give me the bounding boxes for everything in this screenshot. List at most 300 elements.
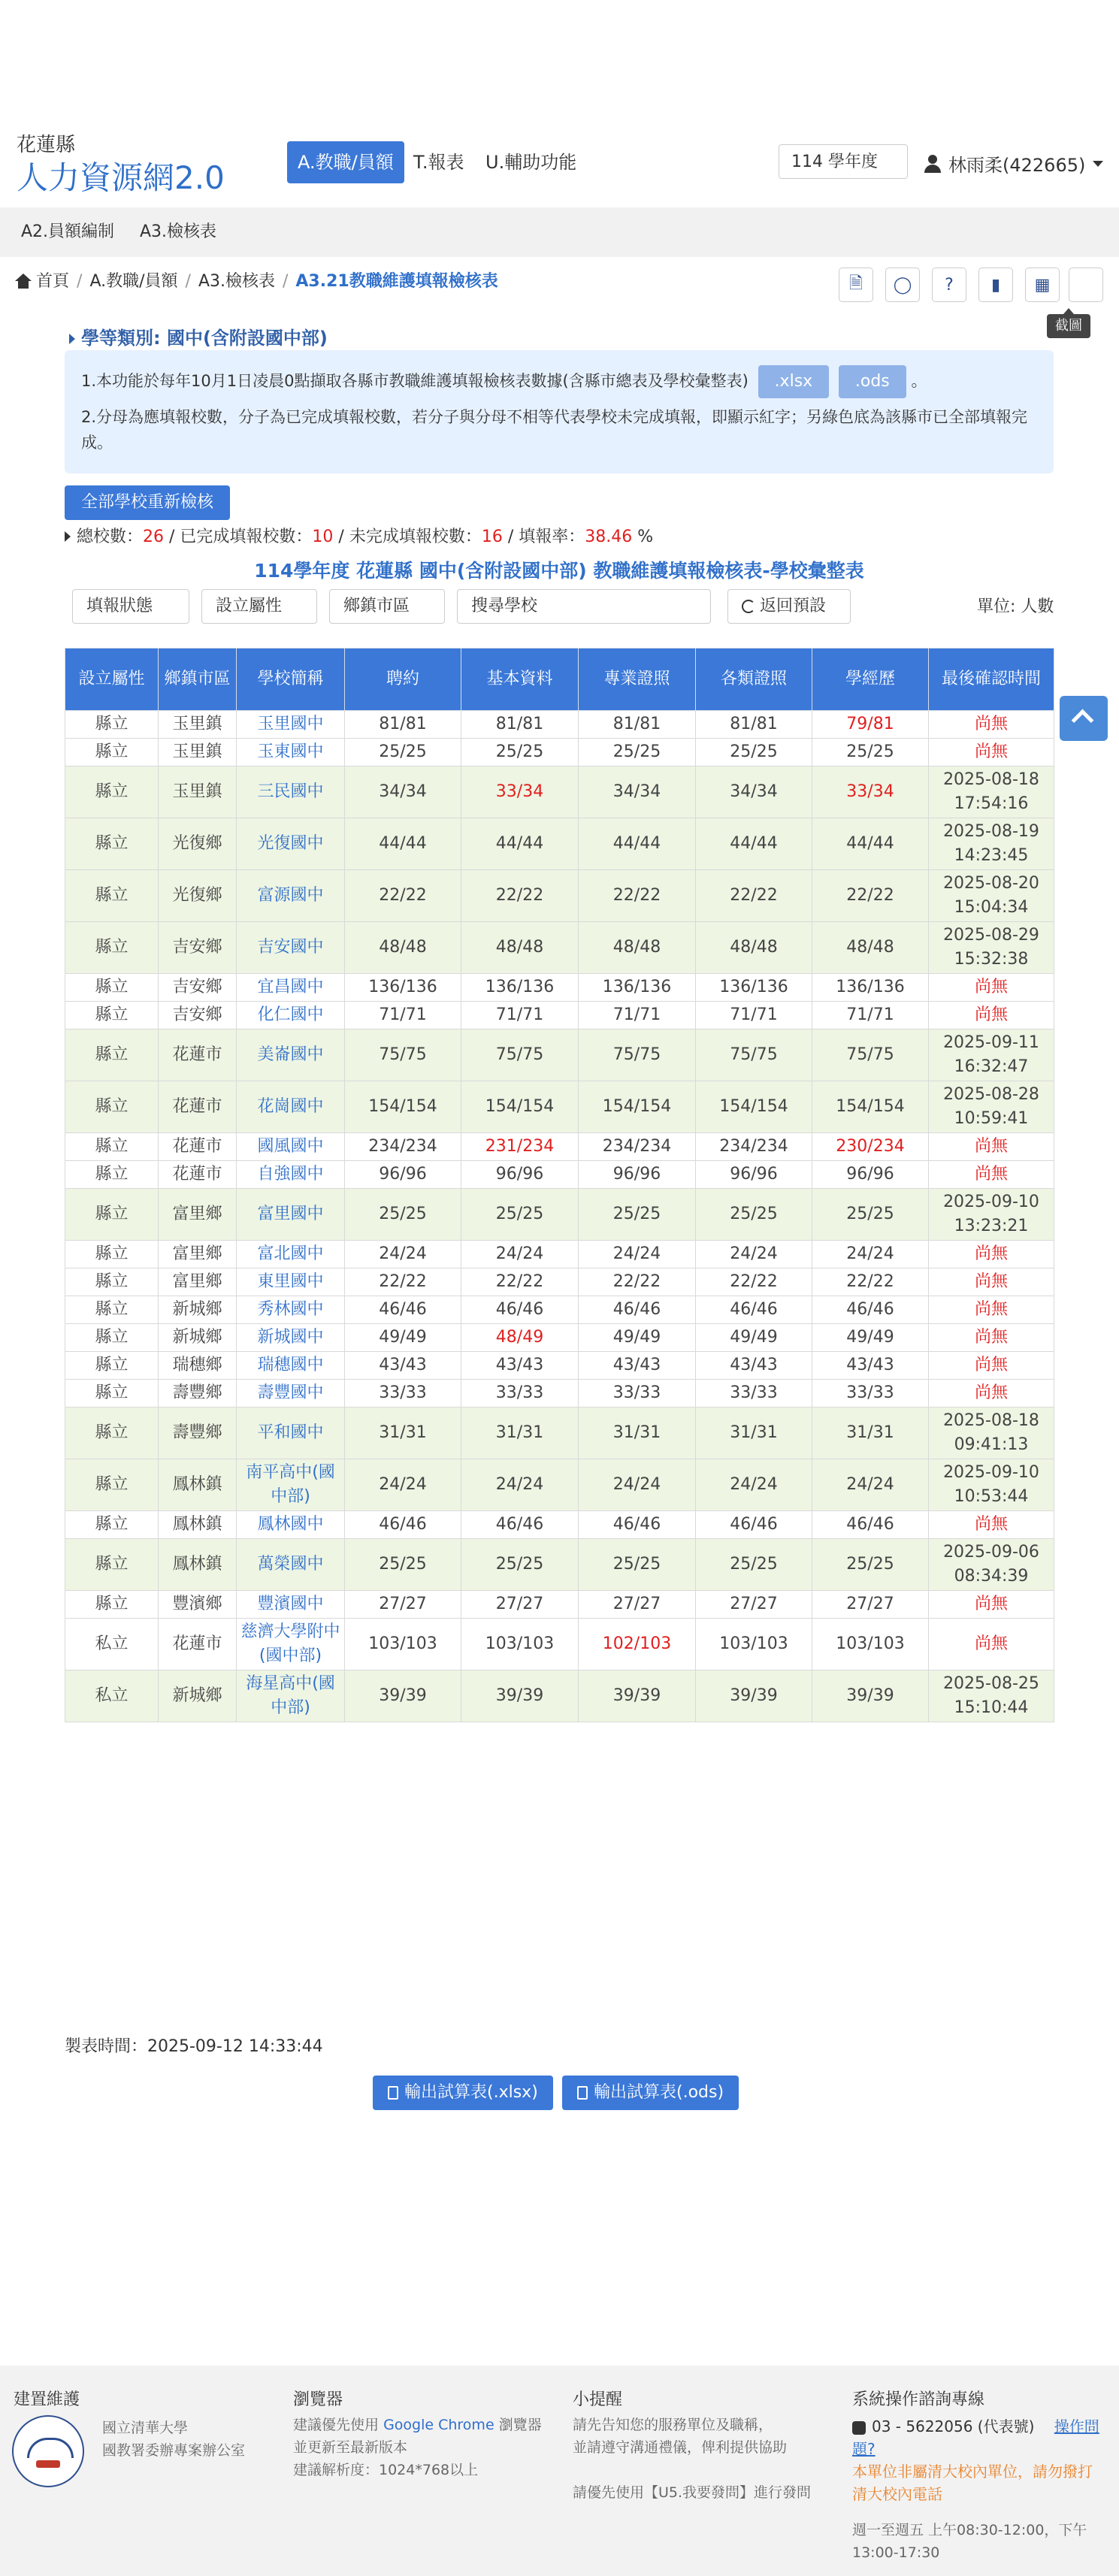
cell-school-link[interactable]: 鳳林國中 (237, 1511, 345, 1539)
cell-school-link[interactable]: 秀林國中 (237, 1296, 345, 1324)
cell-count: 46/46 (345, 1511, 461, 1539)
cell-count: 154/154 (345, 1081, 461, 1133)
table-row (65, 1161, 1054, 1189)
footer-build-org2: 國教署委辦專案辦公室 (102, 2442, 246, 2459)
cell-count: 43/43 (461, 1352, 579, 1380)
user-menu[interactable] (924, 150, 1103, 177)
cell-count: 24/24 (696, 1241, 812, 1268)
breadcrumb-checklist[interactable]: A3.檢核表 (198, 272, 275, 291)
notice-line-1 (81, 365, 1037, 398)
cell-count: 71/71 (696, 1002, 812, 1029)
cell-count: 24/24 (461, 1241, 579, 1268)
caret-right-icon (69, 334, 75, 344)
cell-count: 33/34 (812, 766, 929, 818)
cell-school-link[interactable]: 瑞穗國中 (237, 1352, 345, 1380)
cell-attr: 縣立 (65, 1511, 159, 1539)
cell-count: 25/25 (461, 739, 579, 766)
cell-attr: 縣立 (65, 1352, 159, 1380)
comment-icon: ◯ (893, 275, 912, 295)
film-icon: ▦ (1034, 275, 1051, 295)
user-name: 林雨柔(422665) (948, 155, 1086, 176)
screenshot-button[interactable] (1069, 268, 1103, 302)
cell-count: 46/46 (696, 1296, 812, 1324)
cell-attr: 縣立 (65, 1133, 159, 1161)
cell-count: 44/44 (461, 818, 579, 870)
footer-browser-3: 建議解析度：1024*768以上 (293, 2462, 479, 2478)
cell-count: 49/49 (812, 1324, 929, 1352)
cell-count: 43/43 (696, 1352, 812, 1380)
cell-town: 富里鄉 (159, 1268, 237, 1296)
cell-school-link[interactable]: 宜昌國中 (237, 974, 345, 1002)
table-row (65, 1459, 1054, 1511)
home-icon (15, 274, 32, 290)
cell-last-confirm: 尚無 (929, 711, 1054, 739)
cell-count: 24/24 (579, 1459, 696, 1511)
table-row (65, 1029, 1054, 1081)
cell-count: 71/71 (345, 1002, 461, 1029)
breadcrumb (15, 267, 498, 297)
stats-undone: 16 (481, 528, 503, 546)
stats-line (65, 525, 653, 550)
column-header: 基本資料 (461, 649, 579, 711)
cell-school-link[interactable]: 富北國中 (237, 1241, 345, 1268)
stats-rate-label: / 填報率： (502, 528, 585, 546)
export-ods-label: 輸出試算表(.ods) (594, 2083, 724, 2102)
cell-attr: 縣立 (65, 818, 159, 870)
cell-attr: 縣立 (65, 1296, 159, 1324)
export-xlsx-label: 輸出試算表(.xlsx) (404, 2083, 538, 2102)
export-ods-button[interactable] (562, 2076, 739, 2110)
cell-count: 25/25 (345, 739, 461, 766)
cell-count: 71/71 (812, 1002, 929, 1029)
cell-count: 39/39 (579, 1670, 696, 1722)
cell-count: 22/22 (579, 1268, 696, 1296)
notice-box (65, 350, 1054, 473)
cell-town: 花蓮市 (159, 1133, 237, 1161)
phone-icon (852, 2421, 866, 2435)
cell-count: 24/24 (812, 1241, 929, 1268)
reset-button[interactable] (727, 589, 851, 624)
nav-tab-report[interactable]: T.報表 (413, 152, 464, 173)
cell-attr: 縣立 (65, 711, 159, 739)
cell-count: 75/75 (579, 1029, 696, 1081)
cell-town: 新城鄉 (159, 1296, 237, 1324)
chrome-link[interactable]: Google Chrome (383, 2417, 494, 2433)
cell-count: 25/25 (696, 739, 812, 766)
table-row (65, 1670, 1054, 1722)
column-header: 鄉鎮市區 (159, 649, 237, 711)
cell-count: 24/24 (696, 1459, 812, 1511)
footer-hours: 週一至週五 上午08:30-12:00，下午13:00-17:30 (852, 2522, 1087, 2561)
cell-count: 22/22 (579, 870, 696, 922)
footer-browser-1: 建議優先使用 (293, 2417, 380, 2433)
brand-county: 花蓮縣 (17, 134, 76, 156)
cell-count: 44/44 (812, 818, 929, 870)
notice-text-1: 1.本功能於每年10月1日凌晨0點擷取各縣市教職維護填報檢核表數據(含縣市總表及學校彙整表) (81, 372, 749, 390)
footer-tip-3: 請優先使用【U5.我要發問】進行發問 (573, 2484, 812, 2501)
stats-rate: 38.46 (585, 528, 633, 546)
cell-count: 46/46 (345, 1296, 461, 1324)
footer-warn-1: 本單位非屬清大校內單位，請勿撥打 (852, 2463, 1093, 2481)
film-button[interactable] (1025, 268, 1060, 302)
cell-town: 吉安鄉 (159, 974, 237, 1002)
cell-town: 富里鄉 (159, 1241, 237, 1268)
cell-count: 103/103 (696, 1619, 812, 1670)
export-xlsx-button[interactable] (373, 2076, 553, 2110)
cell-attr: 縣立 (65, 1241, 159, 1268)
footer-browser-title: 瀏覽器 (293, 2390, 343, 2409)
cell-count: 31/31 (812, 1407, 929, 1459)
cell-last-confirm: 2025-08-18 17:54:16 (929, 766, 1054, 818)
stats-total-label: 總校數： (77, 528, 144, 546)
cell-school-link[interactable]: 富源國中 (237, 870, 345, 922)
nav-tab-utility[interactable]: U.輔助功能 (485, 152, 577, 173)
footer-browser-1b: 瀏覽器 (498, 2417, 542, 2433)
cell-town: 玉里鎮 (159, 711, 237, 739)
cell-last-confirm: 2025-08-28 10:59:41 (929, 1081, 1054, 1133)
cell-count: 25/25 (812, 739, 929, 766)
cell-count: 48/48 (461, 922, 579, 974)
cell-count: 44/44 (579, 818, 696, 870)
cell-count: 39/39 (812, 1670, 929, 1722)
cell-count: 48/49 (461, 1324, 579, 1352)
recheck-all-button[interactable]: 全部學校重新檢核 (65, 485, 230, 520)
breadcrumb-separator: / (282, 272, 289, 291)
cell-school-link[interactable]: 東里國中 (237, 1268, 345, 1296)
make-time: 製表時間：2025-09-12 14:33:44 (65, 2037, 323, 2056)
column-header: 設立屬性 (65, 649, 159, 711)
town-filter[interactable]: 鄉鎮市區 (329, 589, 445, 624)
cell-count: 46/46 (461, 1511, 579, 1539)
cell-count: 75/75 (696, 1029, 812, 1081)
cell-count: 25/25 (579, 1539, 696, 1591)
cell-town: 瑞穗鄉 (159, 1352, 237, 1380)
document-icon: 🗎 (849, 274, 863, 293)
cell-count: 46/46 (579, 1296, 696, 1324)
cell-count: 230/234 (812, 1133, 929, 1161)
cell-count: 234/234 (579, 1133, 696, 1161)
cell-town: 玉里鎮 (159, 766, 237, 818)
table-row (65, 1511, 1054, 1539)
cell-count: 154/154 (696, 1081, 812, 1133)
cell-town: 光復鄉 (159, 870, 237, 922)
cell-count: 79/81 (812, 711, 929, 739)
cell-count: 24/24 (345, 1241, 461, 1268)
cell-count: 27/27 (812, 1591, 929, 1619)
cell-count: 48/48 (696, 922, 812, 974)
cell-school-link[interactable]: 海星高中(國中部) (237, 1670, 345, 1722)
table-title: 114學年度 花蓮縣 國中(含附設國中部) 教職維護填報檢核表-學校彙整表 (254, 560, 864, 582)
notice-text-1-end: 。 (911, 372, 927, 390)
cell-school-link[interactable]: 國風國中 (237, 1133, 345, 1161)
caret-right-icon (65, 531, 71, 542)
cell-school-link[interactable]: 萬榮國中 (237, 1539, 345, 1591)
attr-filter[interactable]: 設立屬性 (201, 589, 317, 624)
download-xlsx-button[interactable]: .xlsx (758, 365, 830, 398)
cell-school-link[interactable]: 富里國中 (237, 1189, 345, 1241)
cell-town: 光復鄉 (159, 818, 237, 870)
cell-count: 136/136 (461, 974, 579, 1002)
cell-count: 31/31 (579, 1407, 696, 1459)
breadcrumb-current: A3.21教職維護填報檢核表 (295, 272, 498, 291)
book-button[interactable] (978, 268, 1013, 302)
cell-school-link[interactable]: 自強國中 (237, 1161, 345, 1189)
cell-last-confirm: 尚無 (929, 974, 1054, 1002)
cell-count: 49/49 (696, 1324, 812, 1352)
cell-town: 新城鄉 (159, 1324, 237, 1352)
school-search-input[interactable]: 搜尋學校 (457, 589, 711, 624)
brand-title[interactable]: 人力資源網2.0 (17, 159, 225, 196)
cell-count: 25/25 (461, 1539, 579, 1591)
cell-count: 71/71 (579, 1002, 696, 1029)
book-icon: ▮ (990, 275, 1001, 295)
cell-count: 46/46 (579, 1511, 696, 1539)
cell-attr: 縣立 (65, 766, 159, 818)
cell-town: 玉里鎮 (159, 739, 237, 766)
cell-attr: 縣立 (65, 1459, 159, 1511)
table-row (65, 739, 1054, 766)
cell-count: 31/31 (345, 1407, 461, 1459)
cell-last-confirm: 尚無 (929, 1296, 1054, 1324)
cell-count: 34/34 (345, 766, 461, 818)
cell-school-link[interactable]: 三民國中 (237, 766, 345, 818)
download-ods-button[interactable]: .ods (839, 365, 906, 398)
cell-count: 48/48 (812, 922, 929, 974)
cell-last-confirm: 尚無 (929, 1161, 1054, 1189)
cell-count: 22/22 (812, 870, 929, 922)
cell-count: 34/34 (579, 766, 696, 818)
cell-last-confirm: 2025-08-19 14:23:45 (929, 818, 1054, 870)
year-select[interactable]: 114 學年度 (779, 144, 908, 179)
cell-attr: 縣立 (65, 1002, 159, 1029)
cell-attr: 縣立 (65, 870, 159, 922)
cell-count: 22/22 (345, 1268, 461, 1296)
table-row (65, 766, 1054, 818)
cell-last-confirm: 尚無 (929, 739, 1054, 766)
cell-count: 136/136 (345, 974, 461, 1002)
breadcrumb-separator: / (77, 272, 83, 291)
cell-school-link[interactable]: 壽豐國中 (237, 1380, 345, 1407)
cell-count: 46/46 (696, 1511, 812, 1539)
university-logo (12, 2415, 84, 2487)
table-row (65, 1189, 1054, 1241)
cell-school-link[interactable]: 玉東國中 (237, 739, 345, 766)
cell-last-confirm: 2025-09-11 16:32:47 (929, 1029, 1054, 1081)
cell-school-link[interactable]: 吉安國中 (237, 922, 345, 974)
cell-attr: 縣立 (65, 1081, 159, 1133)
cell-town: 花蓮市 (159, 1029, 237, 1081)
column-header: 聘約 (345, 649, 461, 711)
cell-count: 24/24 (812, 1459, 929, 1511)
cell-attr: 縣立 (65, 1161, 159, 1189)
cell-last-confirm: 尚無 (929, 1352, 1054, 1380)
cell-count: 234/234 (696, 1133, 812, 1161)
cell-count: 46/46 (812, 1511, 929, 1539)
cell-count: 231/234 (461, 1133, 579, 1161)
school-table (65, 648, 1054, 1722)
cell-attr: 縣立 (65, 1407, 159, 1459)
cell-count: 96/96 (579, 1161, 696, 1189)
cell-attr: 縣立 (65, 974, 159, 1002)
cell-last-confirm: 尚無 (929, 1380, 1054, 1407)
cell-school-link[interactable]: 化仁國中 (237, 1002, 345, 1029)
column-header: 最後確認時間 (929, 649, 1054, 711)
cell-count: 39/39 (461, 1670, 579, 1722)
cell-school-link[interactable]: 平和國中 (237, 1407, 345, 1459)
cell-count: 31/31 (696, 1407, 812, 1459)
cell-count: 96/96 (461, 1161, 579, 1189)
question-icon: ? (945, 275, 954, 295)
cell-last-confirm: 2025-09-10 13:23:21 (929, 1189, 1054, 1241)
cell-count: 75/75 (461, 1029, 579, 1081)
column-header: 學經歷 (812, 649, 929, 711)
footer-build-org (102, 2417, 245, 2462)
notice-line-2: 2.分母為應填報校數，分子為已完成填報校數，若分子與分母不相等代表學校未完成填報，即顯示紅字；另綠色底為該縣市已全部填報完成。 (81, 408, 1028, 452)
cell-school-link[interactable]: 光復國中 (237, 818, 345, 870)
cell-count: 33/34 (461, 766, 579, 818)
footer-warn-2: 清大校內電話 (852, 2485, 942, 2503)
cell-count: 25/25 (579, 1189, 696, 1241)
stats-pct: % (632, 528, 654, 546)
cell-count: 46/46 (461, 1296, 579, 1324)
breadcrumb-separator: / (185, 272, 191, 291)
footer-phone: 03 - 5622056 (代表號) (872, 2417, 1035, 2435)
cell-attr: 縣立 (65, 922, 159, 974)
cell-count: 25/25 (461, 1189, 579, 1241)
cell-last-confirm: 尚無 (929, 1241, 1054, 1268)
file-icon (577, 2086, 588, 2100)
cell-count: 43/43 (579, 1352, 696, 1380)
header (0, 120, 1119, 203)
table-body (65, 711, 1054, 1722)
cell-count: 234/234 (345, 1133, 461, 1161)
column-header: 各類證照 (696, 649, 812, 711)
table-row (65, 1241, 1054, 1268)
cell-last-confirm: 尚無 (929, 1619, 1054, 1670)
cell-count: 22/22 (812, 1268, 929, 1296)
cell-town: 鳳林鎮 (159, 1539, 237, 1591)
breadcrumb-staff[interactable]: A.教職/員額 (89, 272, 178, 291)
cell-school-link[interactable]: 新城國中 (237, 1324, 345, 1352)
footer-tip-title: 小提醒 (573, 2390, 623, 2409)
cell-count: 154/154 (461, 1081, 579, 1133)
document-button[interactable] (839, 268, 873, 302)
cell-town: 花蓮市 (159, 1081, 237, 1133)
cell-count: 25/25 (696, 1189, 812, 1241)
cell-count: 154/154 (579, 1081, 696, 1133)
cell-count: 24/24 (579, 1241, 696, 1268)
cell-attr: 縣立 (65, 739, 159, 766)
table-row (65, 1268, 1054, 1296)
footer-contact-text (852, 2415, 1108, 2564)
cell-town: 花蓮市 (159, 1619, 237, 1670)
footer-tip-1: 請先告知您的服務單位及職稱， (573, 2417, 773, 2433)
cell-attr: 縣立 (65, 1539, 159, 1591)
table-row (65, 1407, 1054, 1459)
cell-last-confirm: 2025-08-29 15:32:38 (929, 922, 1054, 974)
help-button[interactable] (932, 268, 966, 302)
cell-count: 103/103 (812, 1619, 929, 1670)
table-row (65, 818, 1054, 870)
cell-count: 22/22 (696, 1268, 812, 1296)
scroll-top-button[interactable] (1060, 696, 1108, 741)
cell-attr: 私立 (65, 1619, 159, 1670)
table-row (65, 1002, 1054, 1029)
cell-last-confirm: 尚無 (929, 1324, 1054, 1352)
cell-count: 103/103 (345, 1619, 461, 1670)
table-row (65, 1380, 1054, 1407)
faq-link[interactable]: 操作問題? (852, 2417, 1099, 2458)
cell-attr: 縣立 (65, 1268, 159, 1296)
cell-town: 壽豐鄉 (159, 1380, 237, 1407)
table-row (65, 1081, 1054, 1133)
cell-count: 22/22 (461, 1268, 579, 1296)
cell-count: 48/48 (579, 922, 696, 974)
cell-town: 花蓮市 (159, 1161, 237, 1189)
footer-contact-title: 系統操作諮詢專線 (852, 2390, 985, 2409)
table-row (65, 711, 1054, 739)
cell-count: 154/154 (812, 1081, 929, 1133)
cell-last-confirm: 2025-09-10 10:53:44 (929, 1459, 1054, 1511)
cell-count: 33/33 (345, 1380, 461, 1407)
cell-count: 31/31 (461, 1407, 579, 1459)
cell-count: 25/25 (812, 1539, 929, 1591)
cell-school-link[interactable]: 美崙國中 (237, 1029, 345, 1081)
cell-last-confirm: 2025-08-20 15:04:34 (929, 870, 1054, 922)
cell-last-confirm: 2025-08-18 09:41:13 (929, 1407, 1054, 1459)
cell-last-confirm: 2025-09-06 08:34:39 (929, 1539, 1054, 1591)
cell-attr: 縣立 (65, 1324, 159, 1352)
cell-count: 22/22 (461, 870, 579, 922)
cell-last-confirm: 尚無 (929, 1002, 1054, 1029)
cell-town: 壽豐鄉 (159, 1407, 237, 1459)
footer-browser-2: 並更新至最新版本 (293, 2439, 408, 2456)
cell-count: 27/27 (345, 1591, 461, 1619)
cell-school-link[interactable]: 南平高中(國中部) (237, 1459, 345, 1511)
cell-count: 96/96 (696, 1161, 812, 1189)
cell-school-link[interactable]: 花崗國中 (237, 1081, 345, 1133)
reset-label: 返回預設 (760, 597, 827, 615)
subnav-staffing[interactable]: A2.員額編制 (21, 222, 115, 241)
cell-attr: 縣立 (65, 1189, 159, 1241)
comment-button[interactable] (885, 268, 920, 302)
cell-count: 43/43 (812, 1352, 929, 1380)
footer-tip-2: 並請遵守溝通禮儀，俾利提供協助 (573, 2439, 788, 2456)
user-icon (924, 155, 941, 173)
status-filter[interactable]: 填報狀態 (72, 589, 189, 624)
cell-attr: 私立 (65, 1670, 159, 1722)
cell-count: 44/44 (696, 818, 812, 870)
cell-last-confirm: 尚無 (929, 1511, 1054, 1539)
table-row (65, 1591, 1054, 1619)
footer-tip-text (573, 2414, 811, 2504)
cell-school-link[interactable]: 豐濱國中 (237, 1591, 345, 1619)
cell-count: 22/22 (696, 870, 812, 922)
cell-school-link[interactable]: 玉里國中 (237, 711, 345, 739)
table-row (65, 1619, 1054, 1670)
cell-count: 39/39 (696, 1670, 812, 1722)
stats-total: 26 (143, 528, 165, 546)
breadcrumb-home[interactable]: 首頁 (36, 272, 70, 291)
nav-tab-staff[interactable]: A.教職/員額 (287, 141, 404, 183)
cell-count: 96/96 (345, 1161, 461, 1189)
subnav-checklist[interactable]: A3.檢核表 (140, 222, 217, 241)
section-title-text: 學等類別: 國中(含附設國中部) (81, 328, 328, 349)
cell-count: 25/25 (579, 739, 696, 766)
cell-count: 75/75 (345, 1029, 461, 1081)
cell-school-link[interactable]: 慈濟大學附中(國中部) (237, 1619, 345, 1670)
cell-count: 33/33 (696, 1380, 812, 1407)
